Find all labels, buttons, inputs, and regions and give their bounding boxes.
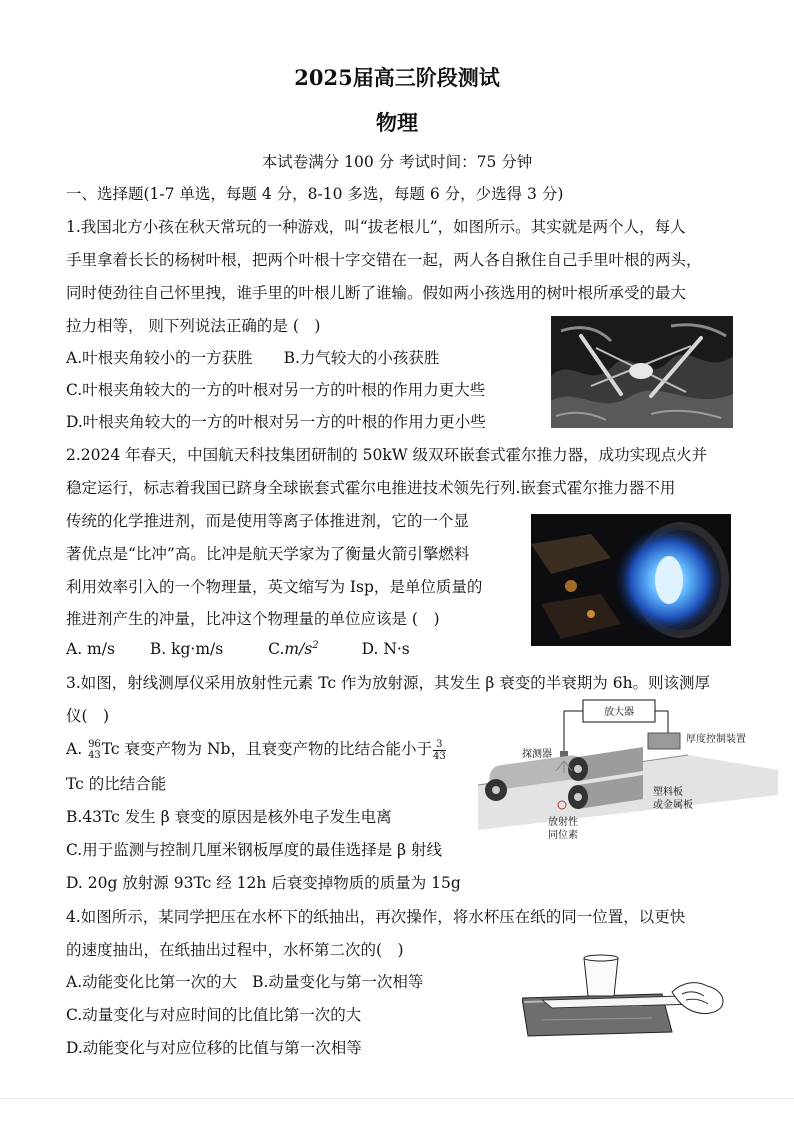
q2-option-d: D. N·s <box>361 640 410 659</box>
q2-option-a: A. m/s <box>66 640 115 659</box>
q3-stem-line1: 3.如图，射线测厚仪采用放射性元素 Tc 作为放射源，其发生 β 衰变的半衰期为 6h。则该测厚 <box>66 674 711 692</box>
exam-title: 2025届高三阶段测试 <box>294 65 500 90</box>
q2-option-b: B. kg·m/s <box>149 640 224 659</box>
q2-stem-line5: 利用效率引入的一个物理量，英文缩写为 Isp，是单位质量的 <box>66 578 483 596</box>
page-divider <box>0 1098 794 1099</box>
hall-thruster-photo <box>531 514 731 646</box>
q3-fraction: $\frac{3}{43}$ <box>432 738 446 762</box>
q2-stem-line1: 2.2024 年春天，中国航天科技集团研制的 50kW 级双环嵌套式霍尔推力器，成功实现点火并 <box>66 446 708 464</box>
leaf-stem-photo <box>551 316 733 428</box>
q3-option-d: D. 20g 放射源 93Tc 经 12h 后衰变掉物质的质量为 15g <box>66 874 461 892</box>
q3-option-a-line2: Tc 的比结合能 <box>66 775 167 793</box>
q4-options-ab <box>66 970 423 992</box>
control-label: 厚度控制装置 <box>686 734 746 745</box>
q3-option-b: B.43Tc 发生 β 衰变的原因是核外电子发生电离 <box>66 808 392 826</box>
source-label-2: 同位素 <box>548 830 578 841</box>
plate-label-2: 或金属板 <box>653 800 693 811</box>
q2-stem-line3: 传统的化学推进剂，而是使用等离子体推进剂，它的一个显 <box>66 512 470 530</box>
q4-option-b: B.动量变化与第一次相等 <box>252 973 424 991</box>
q2-option-c: $C.m/s^2$ <box>268 640 319 659</box>
q1-options-ab <box>66 346 439 368</box>
detector-label: 探测器 <box>522 749 552 760</box>
q2-options <box>66 640 410 658</box>
q2-stem-line6: 推进剂产生的冲量，比冲这个物理量的单位应该是 ( ) <box>66 610 440 628</box>
q1-option-b: B.力气较大的小孩获胜 <box>283 349 440 367</box>
exam-info: 本试卷满分 100 分 考试时间：75 分钟 <box>261 153 533 171</box>
q3-option-a: A. 96 43 Tc 衰变产物为 Nb，且衰变产物的比结合能小于 $\frac{3}{43}$ <box>66 738 446 762</box>
q1-stem-line1: 1.我国北方小孩在秋天常玩的一种游戏，叫“拔老根儿”，如图所示。其实就是两个人，每人 <box>66 218 686 236</box>
q4-stem-line1: 4.如图所示，某同学把压在水杯下的纸抽出，再次操作，将水杯压在纸的同一位置，以更快 <box>66 908 686 926</box>
q1-option-a: A.叶根夹角较小的一方获胜 <box>66 349 253 367</box>
subject-title: 物理 <box>376 110 418 135</box>
plate-label-1: 塑料板 <box>653 787 683 798</box>
q1-option-d: D.叶根夹角较大的一方的叶根对另一方的叶根的作用力更小些 <box>66 413 486 431</box>
q1-stem-line4: 拉力相等， 则下列说法正确的是 ( ) <box>66 317 321 335</box>
section-heading: 一、选择题(1-7 单选，每题 4 分，8-10 多选，每题 6 分，少选得 3 分) <box>66 185 564 203</box>
amplifier-label: 放大器 <box>604 707 634 718</box>
q4-stem-line2: 的速度抽出，在纸抽出过程中，水杯第二次的( ) <box>66 941 404 959</box>
cup-paper-figure <box>522 948 730 1040</box>
thickness-gauge-diagram <box>478 695 780 845</box>
q3-stem-line2: 仪( ) <box>66 707 110 725</box>
q1-option-c: C.叶根夹角较大的一方的叶根对另一方的叶根的作用力更大些 <box>66 381 486 399</box>
q2-stem-line4: 著优点是“比冲”高。比冲是航天学家为了衡量火箭引擎燃料 <box>66 545 470 563</box>
q2-stem-line2: 稳定运行，标志着我国已跻身全球嵌套式霍尔电推进技术领先行列.嵌套式霍尔推力器不用 <box>66 479 676 497</box>
q4-option-c: C.动量变化与对应时间的比值比第一次的大 <box>66 1006 362 1024</box>
q4-option-d: D.动能变化与对应位移的比值与第一次相等 <box>66 1039 362 1057</box>
q3-option-c: C.用于监测与控制几厘米钢板厚度的最佳选择是 β 射线 <box>66 841 443 859</box>
q1-stem-line2: 手里拿着长长的杨树叶根，把两个叶根十字交错在一起，两人各自揪住自己手里叶根的两头， <box>66 251 702 269</box>
tc-nuclide: 96 43 <box>88 739 101 761</box>
source-label-1: 放射性 <box>548 817 578 828</box>
q4-option-a: A.动能变化比第一次的大 <box>66 973 238 991</box>
q1-stem-line3: 同时使劲往自己怀里拽，谁手里的叶根儿断了谁输。假如两小孩选用的树叶根所承受的最大 <box>66 284 687 302</box>
